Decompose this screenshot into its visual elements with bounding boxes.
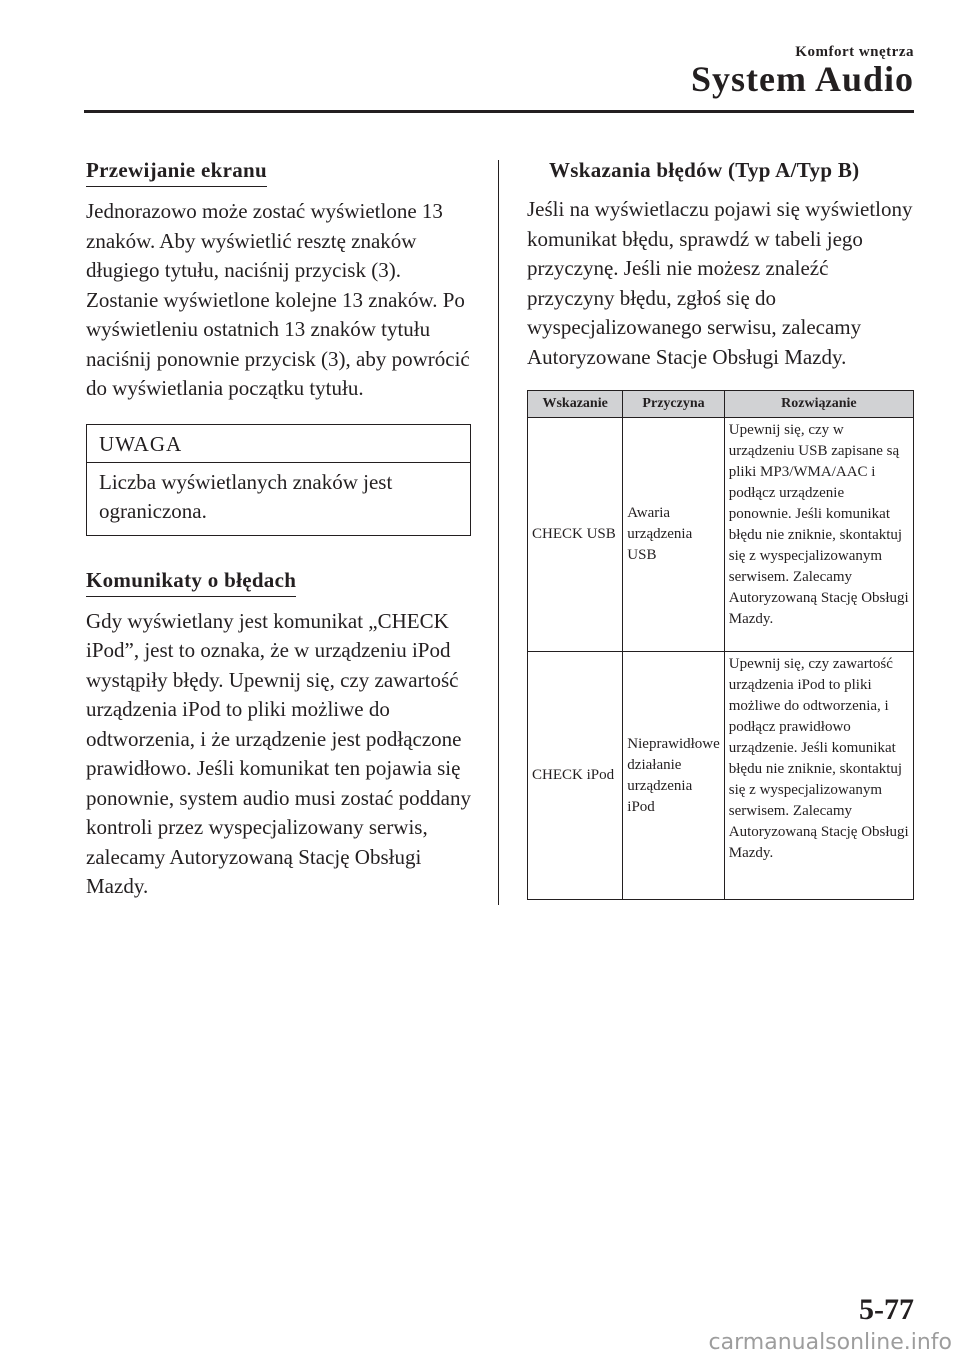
- table-row: [528, 652, 914, 900]
- error-table: [527, 390, 914, 900]
- header-title: System Audio: [690, 59, 914, 99]
- column-header-cause: Przyczyna: [623, 391, 724, 418]
- note-box: [86, 424, 471, 536]
- note-text: Liczba wyświetlanych znaków jest ograniczona.: [99, 469, 393, 523]
- page-number: 5-77: [859, 1293, 914, 1326]
- left-column: [86, 158, 471, 902]
- right-column: [527, 158, 915, 900]
- cause-cell: Awaria urządzenia USB: [623, 418, 724, 652]
- column-divider: [498, 160, 499, 905]
- table-header-row: [528, 391, 914, 418]
- column-header-solution: Rozwiązanie: [724, 391, 913, 418]
- messages-text: Gdy wyświetlany jest komunikat „CHECK iPod”, jest to oznaka, że w urządzeniu iPod wystąpiły błędy. Upewnij się, czy zawartość urządzenia iPod to pliki możliwe do odtworzenia, i że urządzenie jest podłączone prawidłowo. Jeśli komunikat ten pojawia się ponownie, system audio musi zostać poddany kontroli przez wyspecjalizowany serwis, zalecamy Autoryzowaną Stację Obsługi Mazdy.: [86, 608, 471, 898]
- scroll-heading: Przewijanie ekranu: [86, 158, 267, 187]
- solution-cell: Upewnij się, czy zawartość urządzenia iPod to pliki możliwe do odtworzenia, i podłącz prawidłowo urządzenie. Jeśli komunikat błędu nie zniknie, skontaktuj się z wyspecjalizowanym serwisem. Zalecamy Autoryzowaną Stację Obsługi Mazdy.: [724, 652, 913, 900]
- errors-heading: Wskazania błędów (Typ A/Typ B): [549, 158, 860, 182]
- messages-heading: Komunikaty o błędach: [86, 568, 296, 597]
- solution-cell: Upewnij się, czy w urządzeniu USB zapisane są pliki MP3/WMA/AAC i podłącz urządzenie ponownie. Jeśli komunikat błędu nie zniknie, skontaktuj się z wyspecjalizowanym serwisem. Zalecamy Autoryzowaną Stację Obsługi Mazdy.: [724, 418, 913, 652]
- indication-cell: CHECK USB: [528, 418, 623, 652]
- watermark: carmanualsonline.info: [708, 1330, 952, 1355]
- errors-text: Jeśli na wyświetlaczu pojawi się wyświetlony komunikat błędu, sprawdź w tabeli jego przyczynę. Jeśli nie możesz znaleźć przyczyny błędu, zgłoś się do wyspecjalizowanego serwisu, zalecamy Autoryzowane Stacje Obsługi Mazdy.: [527, 197, 913, 369]
- table-row: [528, 418, 914, 652]
- header-subtitle: Komfort wnętrza: [795, 44, 914, 60]
- header-rule: [84, 110, 914, 113]
- indication-cell: CHECK iPod: [528, 652, 623, 900]
- column-header-indication: Wskazanie: [528, 391, 623, 418]
- cause-cell: Nieprawidłowe działanie urządzenia iPod: [623, 652, 724, 900]
- note-title: UWAGA: [87, 425, 470, 463]
- scroll-text: Jednorazowo może zostać wyświetlone 13 znaków. Aby wyświetlić resztę znaków długiego tytułu, naciśnij przycisk (3). Zostanie wyświetlone kolejne 13 znaków. Po wyświetleniu ostatnich 13 znaków tytułu naciśnij ponownie przycisk (3), aby powrócić do wyświetlania początku tytułu.: [86, 199, 470, 400]
